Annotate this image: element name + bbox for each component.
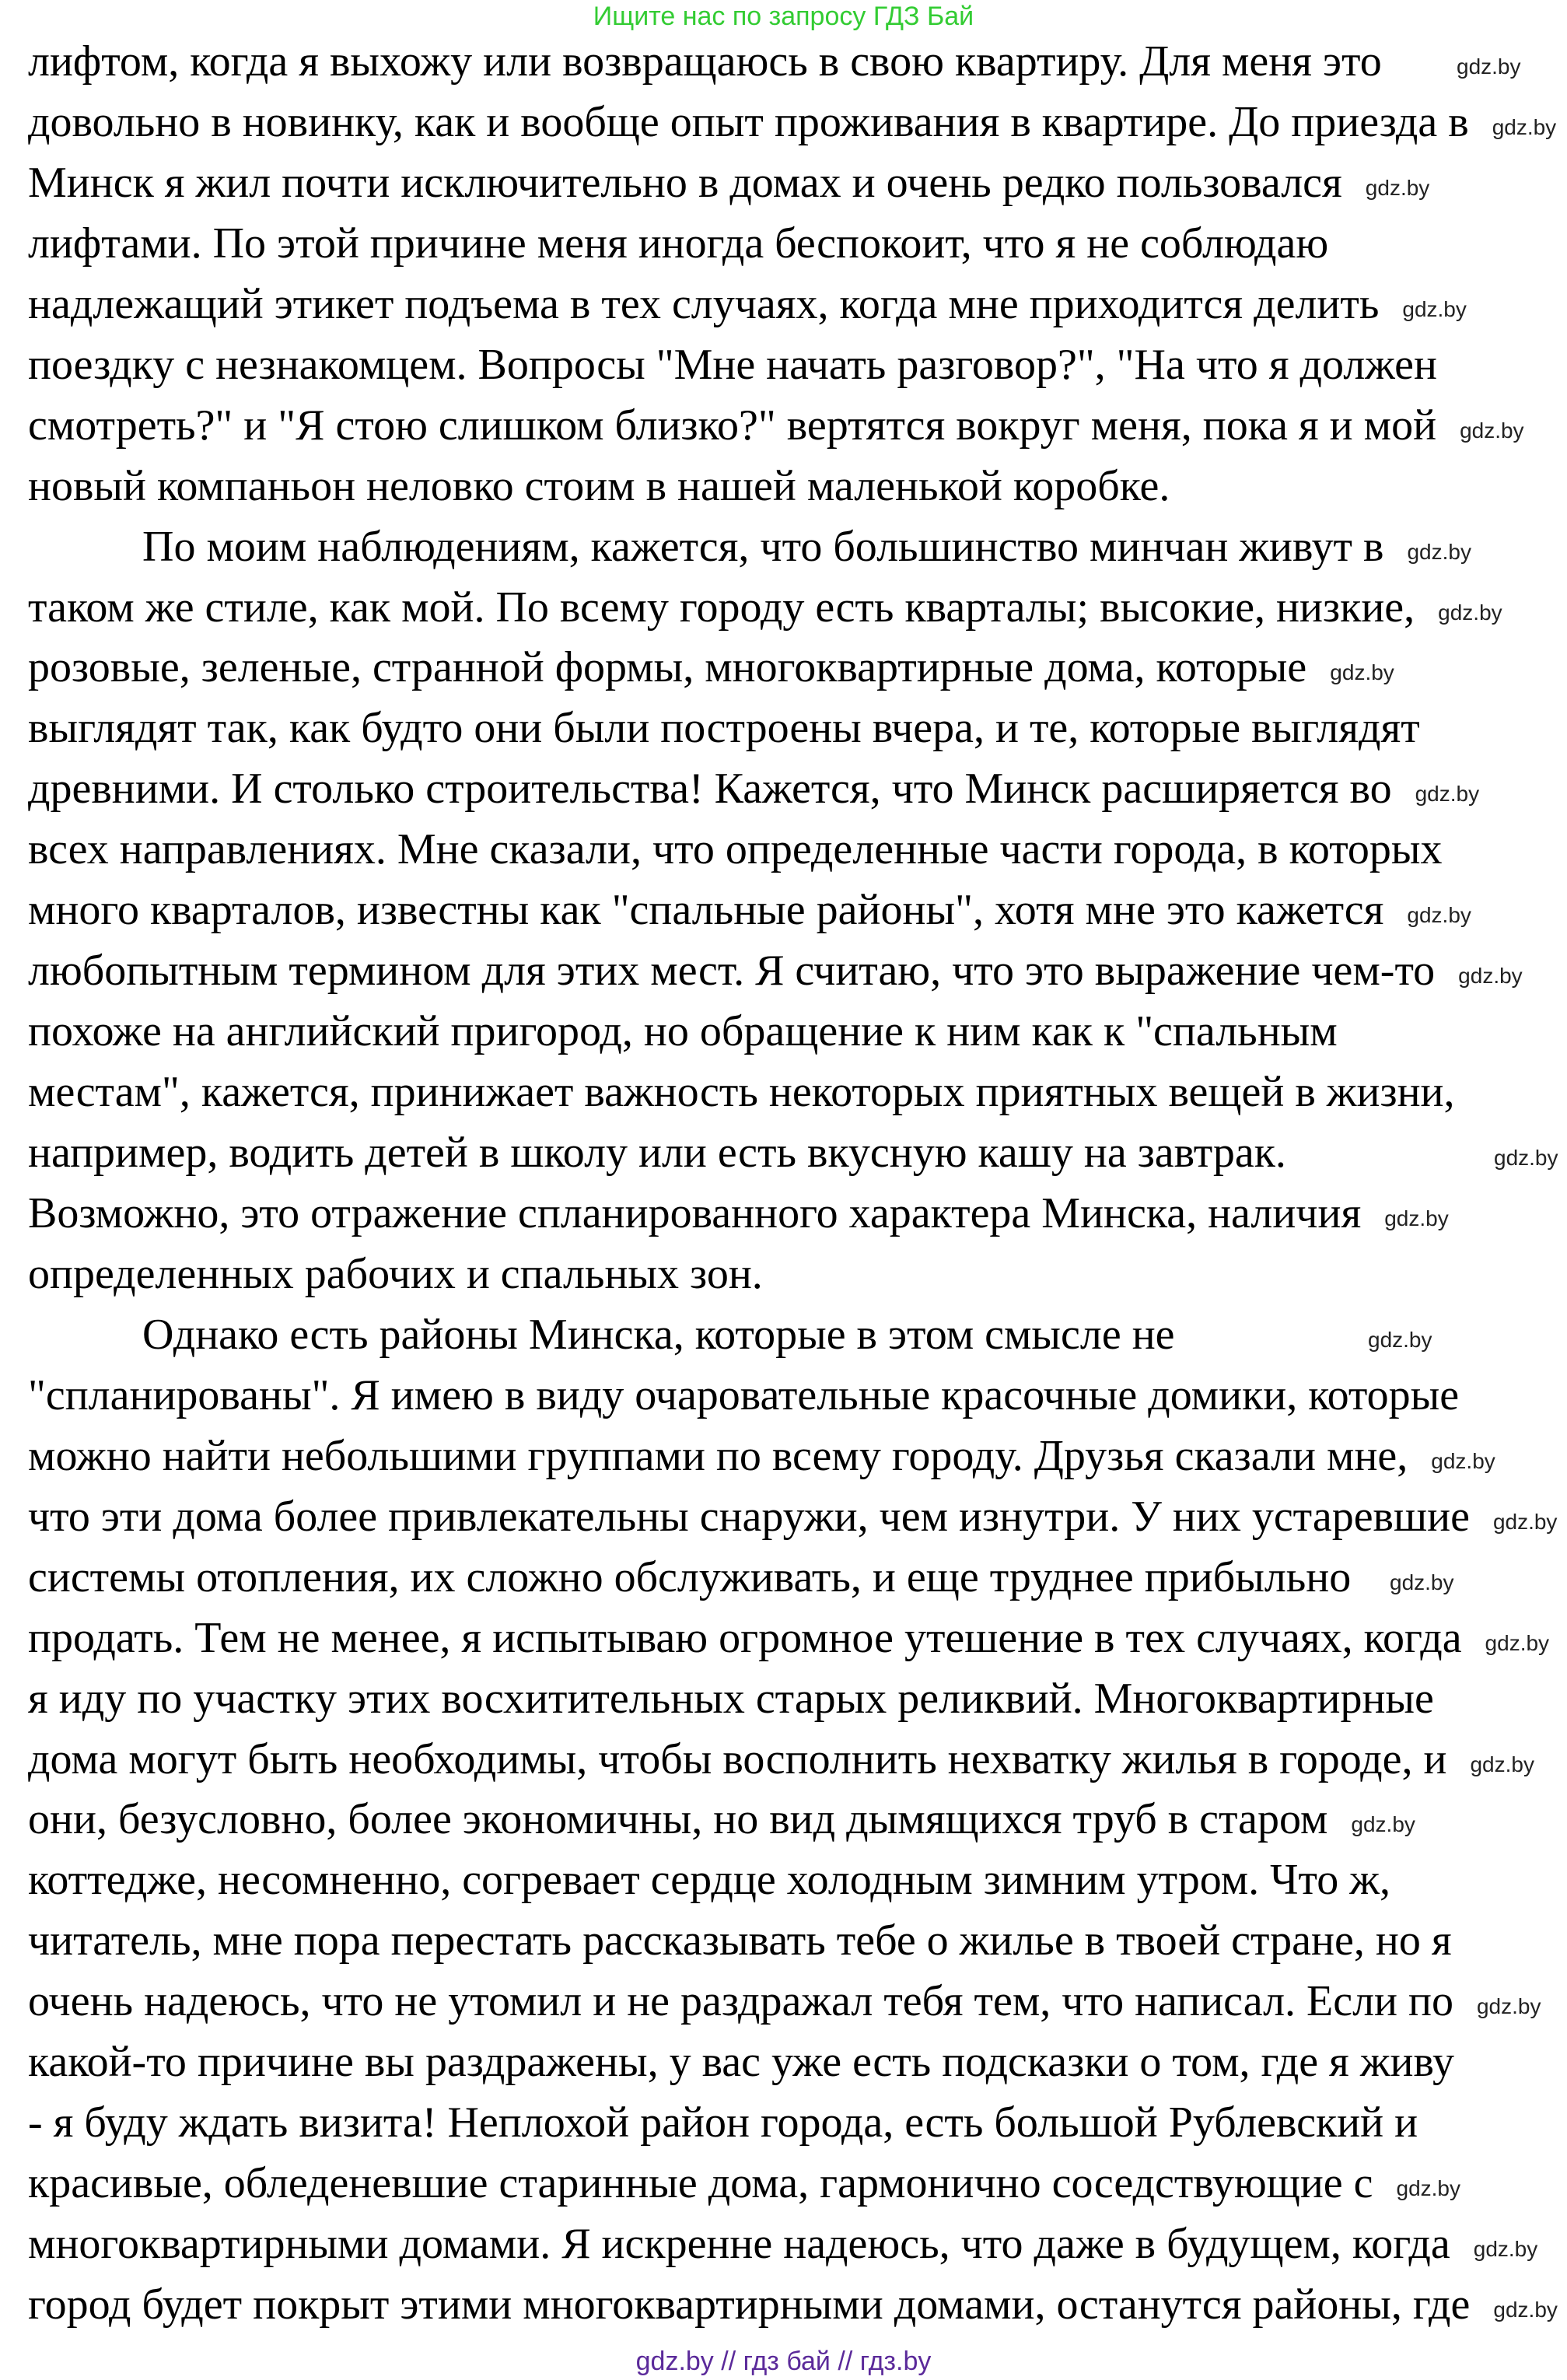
text-line: очень надеюсь, что не утомил и не раздражал тебя тем, что написал. Если по	[28, 1977, 1453, 2026]
watermark-text: gdz.by	[1473, 2237, 1538, 2262]
watermark-text: gdz.by	[1365, 175, 1430, 200]
watermark-text: gdz.by	[1368, 1327, 1432, 1352]
text-line: - я буду ждать визита! Неплохой район города, есть большой Рублевский и	[28, 2098, 1418, 2147]
text-line: город будет покрыт этими многоквартирными домами, останутся районы, где	[28, 2280, 1471, 2329]
text-line: довольно в новинку, как и вообще опыт проживания в квартире. До приезда в	[28, 97, 1469, 146]
watermark-text: gdz.by	[1492, 114, 1557, 139]
text-line: По моим наблюдениям, кажется, что большинство минчан живут в	[142, 522, 1384, 571]
text-line: надлежащий этикет подъема в тех случаях, когда мне приходится делить	[28, 279, 1380, 328]
text-line: продать. Тем не менее, я испытываю огромное утешение в тех случаях, когда	[28, 1613, 1462, 1662]
text-line: многоквартирными домами. Я искренне надеюсь, что даже в будущем, когда	[28, 2220, 1450, 2269]
text-line: выглядят так, как будто они были построены вчера, и те, которые выглядят	[28, 704, 1420, 753]
text-line: новый компаньон неловко стоим в нашей маленькой коробке.	[28, 461, 1170, 510]
text-line: что эти дома более привлекательны снаружи, чем изнутри. У них устаревшие	[28, 1492, 1470, 1541]
promo-header: Ищите нас по запросу ГДЗ Бай	[593, 2, 974, 31]
watermark-text: gdz.by	[1458, 964, 1523, 989]
watermark-text: gdz.by	[1390, 1570, 1454, 1594]
text-line: коттедже, несомненно, согревает сердце холодным зимним утром. Что ж,	[28, 1856, 1390, 1905]
watermark-text: gdz.by	[1431, 1448, 1495, 1473]
text-line: лифтом, когда я выхожу или возвращаюсь в свою квартиру. Для меня это	[28, 37, 1382, 86]
text-line: поездку с незнакомцем. Вопросы "Мне начать разговор?", "На что я должен	[28, 340, 1437, 389]
text-line: они, безусловно, более экономичны, но вид дымящихся труб в старом	[28, 1795, 1328, 1844]
watermark-text: gdz.by	[1407, 539, 1471, 564]
text-line: системы отопления, их сложно обслуживать, и еще труднее прибыльно	[28, 1552, 1352, 1601]
watermark-text: gdz.by	[1351, 1812, 1415, 1837]
text-line: Возможно, это отражение спланированного характера Минска, наличия	[28, 1189, 1362, 1237]
text-line: какой-то причине вы раздражены, у вас уже есть подсказки о том, где я живу	[28, 2038, 1454, 2087]
text-line: лифтами. По этой причине меня иногда беспокоит, что я не соблюдаю	[28, 219, 1329, 268]
watermark-text: gdz.by	[1470, 1752, 1534, 1776]
text-line: красивые, обледеневшие старинные дома, гармонично соседствующие с	[28, 2159, 1373, 2208]
watermark-text: gdz.by	[1407, 903, 1471, 928]
text-line: например, водить детей в школу или есть вкусную кашу на завтрак.	[28, 1129, 1286, 1178]
text-line: похоже на английский пригород, но обращение к ним как к "спальным	[28, 1007, 1338, 1056]
text-line: я иду по участку этих восхитительных старых реликвий. Многоквартирные	[28, 1674, 1434, 1723]
watermark-text: gdz.by	[1438, 600, 1502, 625]
text-line: дома могут быть необходимы, чтобы восполнить нехватку жилья в городе, и	[28, 1734, 1447, 1783]
watermark-text: gdz.by	[1476, 1994, 1541, 2019]
watermark-text: gdz.by	[1485, 1630, 1550, 1655]
watermark-text: gdz.by	[1402, 296, 1467, 321]
watermark-text: gdz.by	[1457, 54, 1521, 79]
watermark-text: gdz.by	[1494, 1146, 1558, 1171]
text-line: смотреть?" и "Я стою слишком близко?" вертятся вокруг меня, пока я и мой	[28, 401, 1437, 450]
watermark-text: gdz.by	[1384, 1206, 1449, 1230]
text-line: Однако есть районы Минска, которые в этом смысле не	[142, 1310, 1175, 1359]
watermark-text: gdz.by	[1492, 1509, 1558, 1534]
text-line: местам", кажется, принижает важность некоторых приятных вещей в жизни,	[28, 1068, 1455, 1117]
text-line: "спланированы". Я имею в виду очаровательные красочные домики, которые	[28, 1370, 1460, 1419]
text-line: читатель, мне пора перестать рассказывать тебе о жилье в твоей стране, но я	[28, 1916, 1452, 1965]
text-line: можно найти небольшими группами по всему городу. Друзья сказали мне,	[28, 1431, 1408, 1480]
text-line: Минск я жил почти исключительно в домах и очень редко пользовался	[28, 158, 1342, 207]
footer-links[interactable]: gdz.by // гдз бай // гдз.by	[635, 2347, 932, 2376]
watermark-text: gdz.by	[1460, 418, 1524, 443]
text-line: определенных рабочих и спальных зон.	[28, 1249, 763, 1298]
text-line: любопытным термином для этих мест. Я считаю, что это выражение чем-то	[28, 947, 1436, 996]
text-line: таком же стиле, как мой. По всему городу есть кварталы; высокие, низкие,	[28, 583, 1415, 632]
text-line: много кварталов, известны как "спальные районы", хотя мне это кажется	[28, 886, 1384, 935]
watermark-text: gdz.by	[1330, 660, 1394, 685]
text-line: розовые, зеленые, странной формы, многоквартирные дома, которые	[28, 643, 1307, 692]
text-line: всех направлениях. Мне сказали, что определенные части города, в которых	[28, 825, 1443, 874]
text-line: древними. И столько строительства! Кажется, что Минск расширяется во	[28, 765, 1392, 814]
watermark-text: gdz.by	[1415, 782, 1480, 807]
watermark-text: gdz.by	[1493, 2298, 1558, 2322]
watermark-text: gdz.by	[1396, 2176, 1460, 2201]
